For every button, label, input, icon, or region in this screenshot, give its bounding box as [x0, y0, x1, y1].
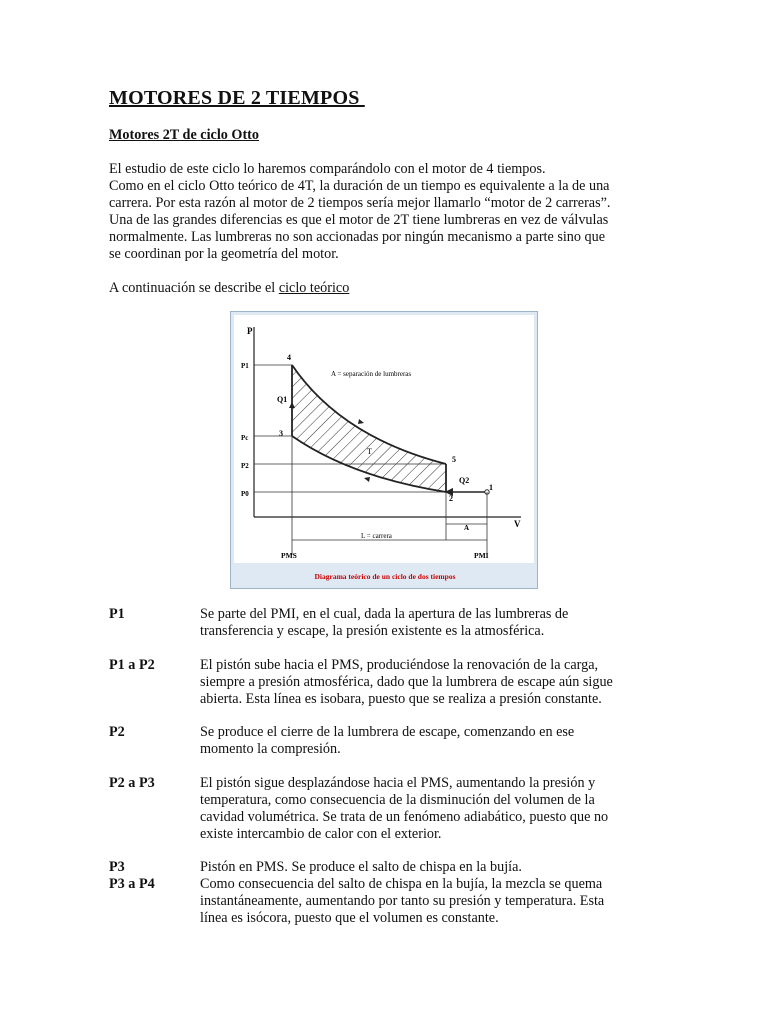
pc-label: Pc — [241, 434, 249, 442]
paragraph-line: normalmente. Las lumbreras no son accionadas por ningún mecanismo a parte sino que — [109, 229, 606, 245]
diagram-caption: Diagrama teórico de un ciclo de dos tiempos — [314, 572, 456, 581]
region-a-label: A = separación de lumbreras — [331, 370, 412, 378]
definition-term: P2 a P3 — [109, 775, 155, 791]
page-title: MOTORES DE 2 TIEMPOS — [109, 87, 365, 109]
definition-line: El pistón sube hacia el PMS, produciéndose la renovación de la carga, — [200, 657, 599, 673]
pv-diagram-figure — [230, 311, 538, 589]
cycle-intro — [109, 280, 349, 297]
stroke-label: L = carrera — [361, 532, 392, 540]
p2-label: P2 — [241, 462, 249, 470]
q2-label: Q2 — [459, 476, 470, 485]
q1-label: Q1 — [277, 395, 288, 404]
p1-label: P1 — [241, 362, 249, 370]
definition-term: P3 — [109, 859, 125, 875]
definition-line: siempre a presión atmosférica, dado que la lumbrera de escape aún sigue — [200, 674, 613, 690]
definition-line: cavidad volumétrica. Se trata de un fenómeno adiabático, puesto que no — [200, 809, 609, 825]
axis-v-label: V — [514, 519, 521, 529]
cycle-theory-link[interactable]: ciclo teórico — [278, 280, 350, 296]
definition-line: existe intercambio de calor con el exterior. — [200, 826, 442, 842]
point-1-label: 1 — [489, 483, 493, 492]
plot-background — [234, 315, 534, 563]
axis-p-label: P — [247, 326, 253, 336]
point-5-label: 5 — [452, 455, 456, 464]
definition-term: P1 a P2 — [109, 657, 155, 673]
definition-text — [200, 606, 670, 640]
definition-line: línea es isócora, puesto que el volumen es constante. — [200, 910, 499, 926]
definition-text — [200, 724, 670, 758]
definition-term: P1 — [109, 606, 125, 622]
pms-label: PMS — [281, 551, 297, 560]
definition-text — [200, 775, 670, 843]
definition-line: Se produce el cierre de la lumbrera de escape, comenzando en ese — [200, 724, 575, 740]
definition-line: temperatura, como consecuencia de la disminución del volumen de la — [200, 792, 595, 808]
definition-line: momento la compresión. — [200, 741, 341, 757]
t-label: T — [367, 447, 372, 456]
cycle-intro-text: A continuación se describe el — [109, 280, 279, 296]
definition-line: instantáneamente, aumentando por tanto su presión y temperatura. Esta — [200, 893, 605, 909]
definition-line: El pistón sigue desplazándose hacia el PMS, aumentando la presión y — [200, 775, 596, 791]
definition-line: transferencia y escape, la presión existente es la atmosférica. — [200, 623, 545, 639]
point-3-label: 3 — [279, 429, 283, 438]
definition-text — [200, 876, 670, 927]
paragraph-line: El estudio de este ciclo lo haremos comparándolo con el motor de 4 tiempos. — [109, 161, 546, 177]
definition-text — [200, 657, 670, 708]
point-4-label: 4 — [287, 353, 291, 362]
p0-label: P0 — [241, 490, 249, 498]
pmi-label: PMI — [474, 551, 489, 560]
definition-line: Pistón en PMS. Se produce el salto de chispa en la bujía. — [200, 859, 522, 875]
definition-line: abierta. Esta línea es isobara, puesto que se realiza a presión constante. — [200, 691, 602, 707]
paragraph-line: carrera. Por esta razón al motor de 2 tiempos sería mejor llamarlo “motor de 2 carreras”. — [109, 195, 611, 211]
definition-line: Como consecuencia del salto de chispa en la bujía, la mezcla se quema — [200, 876, 603, 892]
a-label: A — [464, 524, 470, 532]
paragraph-line: Una de las grandes diferencias es que el motor de 2T tiene lumbreras en vez de válvulas — [109, 212, 609, 228]
point-2-label: 2 — [449, 494, 453, 503]
definition-text — [200, 859, 670, 876]
section-subtitle: Motores 2T de ciclo Otto — [109, 127, 259, 143]
definition-line: Se parte del PMI, en el cual, dada la apertura de las lumbreras de — [200, 606, 569, 622]
intro-paragraph — [109, 161, 669, 263]
definition-term: P2 — [109, 724, 125, 740]
paragraph-line: Como en el ciclo Otto teórico de 4T, la duración de un tiempo es equivalente a la de una — [109, 178, 610, 194]
pv-diagram — [231, 312, 539, 590]
definition-term: P3 a P4 — [109, 876, 155, 892]
paragraph-line: se coordinan por la geometría del motor. — [109, 246, 339, 262]
